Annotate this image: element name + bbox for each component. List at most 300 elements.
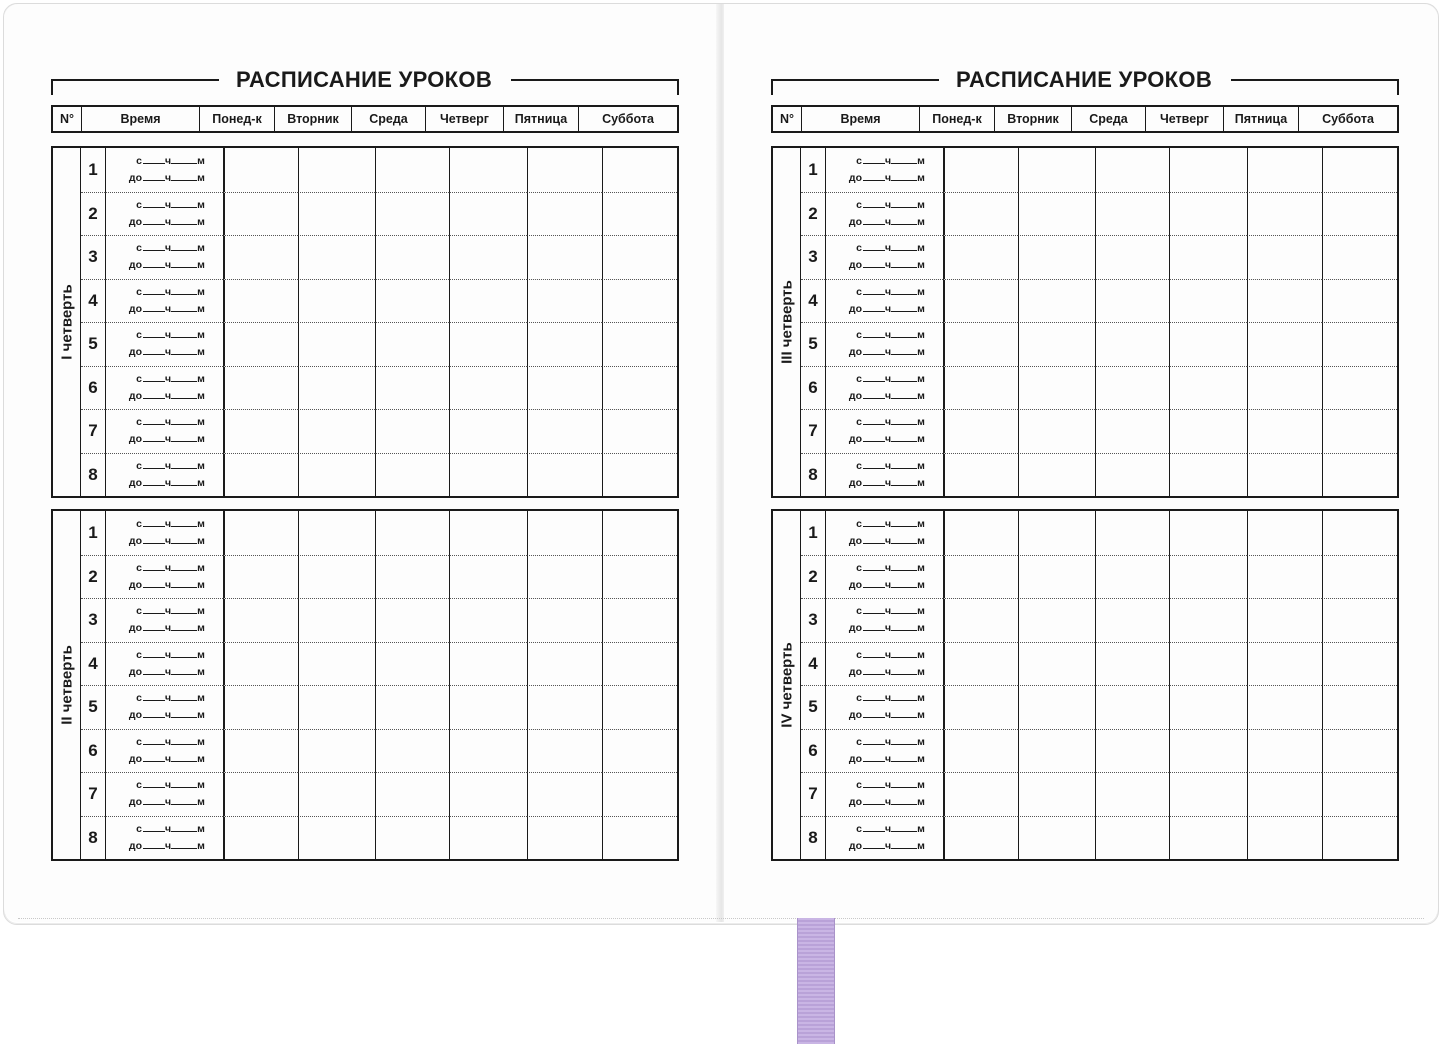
subject-cell-wednesday[interactable]: [1095, 642, 1169, 686]
subject-cell-monday[interactable]: [943, 366, 1018, 410]
subject-cell-saturday[interactable]: [602, 409, 677, 453]
subject-cell-thursday[interactable]: [449, 322, 527, 366]
hour-blank[interactable]: [143, 839, 165, 849]
subject-cell-monday[interactable]: [943, 235, 1018, 279]
subject-cell-thursday[interactable]: [449, 409, 527, 453]
subject-cell-thursday[interactable]: [449, 598, 527, 642]
subject-cell-thursday[interactable]: [449, 453, 527, 497]
subject-cell-wednesday[interactable]: [375, 729, 449, 773]
hour-blank[interactable]: [863, 215, 885, 225]
subject-cell-tuesday[interactable]: [298, 816, 375, 860]
subject-cell-saturday[interactable]: [602, 279, 677, 323]
minute-blank[interactable]: [891, 839, 917, 849]
subject-cell-saturday[interactable]: [1322, 816, 1397, 860]
hour-blank[interactable]: [863, 735, 885, 745]
minute-blank[interactable]: [171, 459, 197, 469]
lesson-time-cell[interactable]: [105, 555, 223, 599]
subject-cell-monday[interactable]: [943, 816, 1018, 860]
subject-cell-thursday[interactable]: [449, 148, 527, 192]
subject-cell-saturday[interactable]: [602, 235, 677, 279]
lesson-time-cell[interactable]: [825, 235, 943, 279]
subject-cell-friday[interactable]: [527, 511, 602, 555]
subject-cell-friday[interactable]: [527, 192, 602, 236]
minute-blank[interactable]: [891, 285, 917, 295]
hour-blank[interactable]: [863, 534, 885, 544]
subject-cell-wednesday[interactable]: [375, 598, 449, 642]
subject-cell-friday[interactable]: [1247, 279, 1322, 323]
subject-cell-friday[interactable]: [1247, 235, 1322, 279]
minute-blank[interactable]: [171, 372, 197, 382]
minute-blank[interactable]: [891, 604, 917, 614]
minute-blank[interactable]: [171, 415, 197, 425]
minute-blank[interactable]: [171, 285, 197, 295]
subject-cell-saturday[interactable]: [1322, 192, 1397, 236]
subject-cell-wednesday[interactable]: [1095, 453, 1169, 497]
minute-blank[interactable]: [171, 735, 197, 745]
subject-cell-monday[interactable]: [943, 279, 1018, 323]
subject-cell-monday[interactable]: [223, 366, 298, 410]
subject-cell-monday[interactable]: [223, 598, 298, 642]
hour-blank[interactable]: [143, 648, 165, 658]
subject-cell-thursday[interactable]: [1169, 453, 1247, 497]
subject-cell-saturday[interactable]: [1322, 279, 1397, 323]
minute-blank[interactable]: [891, 241, 917, 251]
subject-cell-wednesday[interactable]: [375, 279, 449, 323]
lesson-time-cell[interactable]: [105, 192, 223, 236]
subject-cell-thursday[interactable]: [1169, 555, 1247, 599]
subject-cell-friday[interactable]: [527, 598, 602, 642]
subject-cell-saturday[interactable]: [602, 192, 677, 236]
hour-blank[interactable]: [143, 578, 165, 588]
hour-blank[interactable]: [143, 258, 165, 268]
minute-blank[interactable]: [171, 345, 197, 355]
lesson-time-cell[interactable]: [105, 279, 223, 323]
hour-blank[interactable]: [863, 198, 885, 208]
lesson-time-cell[interactable]: [825, 453, 943, 497]
minute-blank[interactable]: [891, 517, 917, 527]
subject-cell-friday[interactable]: [1247, 816, 1322, 860]
minute-blank[interactable]: [891, 215, 917, 225]
subject-cell-friday[interactable]: [1247, 366, 1322, 410]
subject-cell-saturday[interactable]: [1322, 409, 1397, 453]
subject-cell-tuesday[interactable]: [1018, 366, 1095, 410]
lesson-time-cell[interactable]: [825, 409, 943, 453]
lesson-time-cell[interactable]: [825, 642, 943, 686]
hour-blank[interactable]: [143, 735, 165, 745]
subject-cell-thursday[interactable]: [449, 511, 527, 555]
hour-blank[interactable]: [863, 372, 885, 382]
minute-blank[interactable]: [891, 691, 917, 701]
subject-cell-saturday[interactable]: [602, 555, 677, 599]
subject-cell-wednesday[interactable]: [375, 816, 449, 860]
minute-blank[interactable]: [171, 534, 197, 544]
minute-blank[interactable]: [891, 534, 917, 544]
minute-blank[interactable]: [171, 517, 197, 527]
minute-blank[interactable]: [171, 561, 197, 571]
minute-blank[interactable]: [171, 795, 197, 805]
minute-blank[interactable]: [891, 578, 917, 588]
minute-blank[interactable]: [891, 198, 917, 208]
subject-cell-monday[interactable]: [223, 772, 298, 816]
subject-cell-saturday[interactable]: [602, 322, 677, 366]
hour-blank[interactable]: [143, 415, 165, 425]
subject-cell-saturday[interactable]: [1322, 235, 1397, 279]
hour-blank[interactable]: [863, 389, 885, 399]
subject-cell-friday[interactable]: [1247, 685, 1322, 729]
minute-blank[interactable]: [891, 171, 917, 181]
minute-blank[interactable]: [171, 476, 197, 486]
subject-cell-wednesday[interactable]: [375, 322, 449, 366]
subject-cell-saturday[interactable]: [1322, 148, 1397, 192]
minute-blank[interactable]: [171, 691, 197, 701]
subject-cell-saturday[interactable]: [1322, 772, 1397, 816]
subject-cell-saturday[interactable]: [1322, 511, 1397, 555]
subject-cell-saturday[interactable]: [1322, 322, 1397, 366]
subject-cell-tuesday[interactable]: [298, 279, 375, 323]
subject-cell-thursday[interactable]: [1169, 816, 1247, 860]
subject-cell-wednesday[interactable]: [375, 148, 449, 192]
subject-cell-wednesday[interactable]: [375, 685, 449, 729]
subject-cell-wednesday[interactable]: [1095, 729, 1169, 773]
subject-cell-tuesday[interactable]: [298, 685, 375, 729]
subject-cell-friday[interactable]: [527, 642, 602, 686]
hour-blank[interactable]: [863, 778, 885, 788]
subject-cell-wednesday[interactable]: [1095, 685, 1169, 729]
subject-cell-wednesday[interactable]: [1095, 279, 1169, 323]
hour-blank[interactable]: [863, 665, 885, 675]
subject-cell-wednesday[interactable]: [1095, 409, 1169, 453]
hour-blank[interactable]: [143, 517, 165, 527]
subject-cell-monday[interactable]: [223, 235, 298, 279]
subject-cell-saturday[interactable]: [1322, 366, 1397, 410]
subject-cell-saturday[interactable]: [602, 772, 677, 816]
subject-cell-thursday[interactable]: [1169, 235, 1247, 279]
subject-cell-thursday[interactable]: [1169, 598, 1247, 642]
hour-blank[interactable]: [143, 198, 165, 208]
hour-blank[interactable]: [863, 561, 885, 571]
subject-cell-monday[interactable]: [223, 322, 298, 366]
hour-blank[interactable]: [863, 171, 885, 181]
subject-cell-tuesday[interactable]: [298, 511, 375, 555]
subject-cell-friday[interactable]: [1247, 148, 1322, 192]
subject-cell-saturday[interactable]: [1322, 729, 1397, 773]
subject-cell-monday[interactable]: [943, 322, 1018, 366]
lesson-time-cell[interactable]: [825, 729, 943, 773]
minute-blank[interactable]: [891, 752, 917, 762]
hour-blank[interactable]: [863, 752, 885, 762]
subject-cell-monday[interactable]: [223, 642, 298, 686]
subject-cell-thursday[interactable]: [1169, 642, 1247, 686]
subject-cell-thursday[interactable]: [1169, 192, 1247, 236]
subject-cell-friday[interactable]: [1247, 598, 1322, 642]
minute-blank[interactable]: [891, 822, 917, 832]
subject-cell-wednesday[interactable]: [375, 555, 449, 599]
subject-cell-friday[interactable]: [527, 685, 602, 729]
subject-cell-thursday[interactable]: [1169, 148, 1247, 192]
subject-cell-thursday[interactable]: [449, 555, 527, 599]
subject-cell-wednesday[interactable]: [1095, 192, 1169, 236]
subject-cell-thursday[interactable]: [449, 235, 527, 279]
subject-cell-friday[interactable]: [1247, 772, 1322, 816]
hour-blank[interactable]: [863, 241, 885, 251]
minute-blank[interactable]: [171, 215, 197, 225]
subject-cell-thursday[interactable]: [449, 685, 527, 729]
minute-blank[interactable]: [171, 389, 197, 399]
subject-cell-friday[interactable]: [527, 409, 602, 453]
subject-cell-tuesday[interactable]: [298, 772, 375, 816]
subject-cell-tuesday[interactable]: [298, 235, 375, 279]
lesson-time-cell[interactable]: [105, 148, 223, 192]
subject-cell-tuesday[interactable]: [1018, 235, 1095, 279]
subject-cell-monday[interactable]: [943, 555, 1018, 599]
lesson-time-cell[interactable]: [825, 598, 943, 642]
subject-cell-friday[interactable]: [1247, 511, 1322, 555]
hour-blank[interactable]: [143, 534, 165, 544]
minute-blank[interactable]: [171, 708, 197, 718]
minute-blank[interactable]: [171, 302, 197, 312]
minute-blank[interactable]: [171, 171, 197, 181]
hour-blank[interactable]: [863, 415, 885, 425]
subject-cell-tuesday[interactable]: [298, 148, 375, 192]
minute-blank[interactable]: [171, 665, 197, 675]
minute-blank[interactable]: [891, 389, 917, 399]
subject-cell-wednesday[interactable]: [1095, 148, 1169, 192]
subject-cell-wednesday[interactable]: [1095, 366, 1169, 410]
subject-cell-thursday[interactable]: [449, 366, 527, 410]
subject-cell-saturday[interactable]: [1322, 555, 1397, 599]
subject-cell-friday[interactable]: [1247, 192, 1322, 236]
lesson-time-cell[interactable]: [825, 192, 943, 236]
minute-blank[interactable]: [891, 154, 917, 164]
subject-cell-monday[interactable]: [223, 816, 298, 860]
subject-cell-wednesday[interactable]: [375, 235, 449, 279]
subject-cell-monday[interactable]: [223, 685, 298, 729]
subject-cell-monday[interactable]: [223, 409, 298, 453]
subject-cell-wednesday[interactable]: [375, 772, 449, 816]
minute-blank[interactable]: [171, 328, 197, 338]
hour-blank[interactable]: [143, 171, 165, 181]
lesson-time-cell[interactable]: [825, 366, 943, 410]
subject-cell-wednesday[interactable]: [375, 366, 449, 410]
subject-cell-monday[interactable]: [943, 511, 1018, 555]
lesson-time-cell[interactable]: [825, 685, 943, 729]
subject-cell-monday[interactable]: [223, 453, 298, 497]
subject-cell-thursday[interactable]: [1169, 409, 1247, 453]
hour-blank[interactable]: [143, 795, 165, 805]
subject-cell-friday[interactable]: [527, 555, 602, 599]
subject-cell-thursday[interactable]: [1169, 685, 1247, 729]
subject-cell-saturday[interactable]: [602, 148, 677, 192]
hour-blank[interactable]: [863, 328, 885, 338]
subject-cell-saturday[interactable]: [1322, 642, 1397, 686]
hour-blank[interactable]: [863, 154, 885, 164]
hour-blank[interactable]: [143, 372, 165, 382]
hour-blank[interactable]: [863, 839, 885, 849]
lesson-time-cell[interactable]: [825, 555, 943, 599]
hour-blank[interactable]: [143, 459, 165, 469]
hour-blank[interactable]: [143, 285, 165, 295]
hour-blank[interactable]: [143, 302, 165, 312]
subject-cell-monday[interactable]: [943, 192, 1018, 236]
minute-blank[interactable]: [171, 432, 197, 442]
hour-blank[interactable]: [863, 432, 885, 442]
hour-blank[interactable]: [863, 459, 885, 469]
subject-cell-friday[interactable]: [527, 453, 602, 497]
lesson-time-cell[interactable]: [825, 148, 943, 192]
subject-cell-tuesday[interactable]: [298, 453, 375, 497]
subject-cell-friday[interactable]: [527, 235, 602, 279]
hour-blank[interactable]: [863, 578, 885, 588]
subject-cell-saturday[interactable]: [602, 685, 677, 729]
subject-cell-monday[interactable]: [943, 685, 1018, 729]
subject-cell-wednesday[interactable]: [375, 192, 449, 236]
subject-cell-tuesday[interactable]: [298, 322, 375, 366]
subject-cell-saturday[interactable]: [602, 453, 677, 497]
minute-blank[interactable]: [891, 459, 917, 469]
lesson-time-cell[interactable]: [105, 772, 223, 816]
subject-cell-thursday[interactable]: [1169, 729, 1247, 773]
lesson-time-cell[interactable]: [105, 816, 223, 860]
hour-blank[interactable]: [143, 432, 165, 442]
minute-blank[interactable]: [171, 752, 197, 762]
subject-cell-tuesday[interactable]: [1018, 729, 1095, 773]
minute-blank[interactable]: [171, 822, 197, 832]
subject-cell-tuesday[interactable]: [298, 192, 375, 236]
subject-cell-tuesday[interactable]: [1018, 511, 1095, 555]
hour-blank[interactable]: [143, 621, 165, 631]
subject-cell-saturday[interactable]: [602, 816, 677, 860]
minute-blank[interactable]: [891, 476, 917, 486]
minute-blank[interactable]: [891, 561, 917, 571]
subject-cell-tuesday[interactable]: [1018, 555, 1095, 599]
subject-cell-monday[interactable]: [223, 555, 298, 599]
subject-cell-tuesday[interactable]: [298, 366, 375, 410]
subject-cell-wednesday[interactable]: [1095, 511, 1169, 555]
minute-blank[interactable]: [891, 708, 917, 718]
subject-cell-friday[interactable]: [1247, 453, 1322, 497]
subject-cell-tuesday[interactable]: [298, 555, 375, 599]
lesson-time-cell[interactable]: [105, 366, 223, 410]
lesson-time-cell[interactable]: [105, 642, 223, 686]
subject-cell-wednesday[interactable]: [1095, 235, 1169, 279]
minute-blank[interactable]: [891, 621, 917, 631]
subject-cell-friday[interactable]: [527, 729, 602, 773]
subject-cell-monday[interactable]: [223, 729, 298, 773]
subject-cell-friday[interactable]: [1247, 409, 1322, 453]
minute-blank[interactable]: [891, 415, 917, 425]
subject-cell-thursday[interactable]: [1169, 772, 1247, 816]
subject-cell-monday[interactable]: [943, 772, 1018, 816]
subject-cell-thursday[interactable]: [449, 642, 527, 686]
hour-blank[interactable]: [143, 215, 165, 225]
subject-cell-saturday[interactable]: [602, 642, 677, 686]
lesson-time-cell[interactable]: [105, 729, 223, 773]
subject-cell-friday[interactable]: [1247, 729, 1322, 773]
subject-cell-wednesday[interactable]: [1095, 322, 1169, 366]
hour-blank[interactable]: [143, 241, 165, 251]
subject-cell-tuesday[interactable]: [1018, 192, 1095, 236]
subject-cell-saturday[interactable]: [1322, 598, 1397, 642]
minute-blank[interactable]: [891, 795, 917, 805]
minute-blank[interactable]: [891, 328, 917, 338]
subject-cell-monday[interactable]: [943, 453, 1018, 497]
subject-cell-wednesday[interactable]: [1095, 598, 1169, 642]
subject-cell-friday[interactable]: [527, 816, 602, 860]
lesson-time-cell[interactable]: [825, 816, 943, 860]
minute-blank[interactable]: [171, 258, 197, 268]
subject-cell-friday[interactable]: [1247, 642, 1322, 686]
subject-cell-monday[interactable]: [943, 642, 1018, 686]
subject-cell-monday[interactable]: [943, 409, 1018, 453]
subject-cell-tuesday[interactable]: [1018, 279, 1095, 323]
subject-cell-wednesday[interactable]: [375, 511, 449, 555]
subject-cell-wednesday[interactable]: [1095, 816, 1169, 860]
subject-cell-tuesday[interactable]: [298, 409, 375, 453]
minute-blank[interactable]: [171, 578, 197, 588]
subject-cell-monday[interactable]: [223, 148, 298, 192]
minute-blank[interactable]: [171, 198, 197, 208]
minute-blank[interactable]: [891, 372, 917, 382]
minute-blank[interactable]: [891, 735, 917, 745]
hour-blank[interactable]: [143, 345, 165, 355]
subject-cell-thursday[interactable]: [1169, 279, 1247, 323]
hour-blank[interactable]: [143, 778, 165, 788]
lesson-time-cell[interactable]: [105, 598, 223, 642]
minute-blank[interactable]: [171, 604, 197, 614]
subject-cell-saturday[interactable]: [602, 729, 677, 773]
subject-cell-saturday[interactable]: [602, 598, 677, 642]
hour-blank[interactable]: [143, 389, 165, 399]
lesson-time-cell[interactable]: [105, 235, 223, 279]
subject-cell-tuesday[interactable]: [298, 642, 375, 686]
subject-cell-friday[interactable]: [527, 366, 602, 410]
lesson-time-cell[interactable]: [825, 511, 943, 555]
subject-cell-tuesday[interactable]: [298, 598, 375, 642]
subject-cell-wednesday[interactable]: [375, 453, 449, 497]
lesson-time-cell[interactable]: [825, 322, 943, 366]
minute-blank[interactable]: [171, 778, 197, 788]
subject-cell-friday[interactable]: [527, 148, 602, 192]
minute-blank[interactable]: [891, 648, 917, 658]
subject-cell-thursday[interactable]: [449, 772, 527, 816]
minute-blank[interactable]: [891, 432, 917, 442]
subject-cell-tuesday[interactable]: [298, 729, 375, 773]
subject-cell-monday[interactable]: [223, 279, 298, 323]
hour-blank[interactable]: [143, 665, 165, 675]
minute-blank[interactable]: [171, 241, 197, 251]
hour-blank[interactable]: [143, 822, 165, 832]
subject-cell-monday[interactable]: [943, 148, 1018, 192]
subject-cell-tuesday[interactable]: [1018, 409, 1095, 453]
minute-blank[interactable]: [171, 648, 197, 658]
hour-blank[interactable]: [863, 708, 885, 718]
subject-cell-friday[interactable]: [1247, 555, 1322, 599]
hour-blank[interactable]: [863, 476, 885, 486]
subject-cell-tuesday[interactable]: [1018, 642, 1095, 686]
subject-cell-monday[interactable]: [943, 729, 1018, 773]
subject-cell-thursday[interactable]: [449, 279, 527, 323]
hour-blank[interactable]: [143, 328, 165, 338]
lesson-time-cell[interactable]: [105, 453, 223, 497]
subject-cell-saturday[interactable]: [602, 366, 677, 410]
subject-cell-friday[interactable]: [527, 279, 602, 323]
subject-cell-tuesday[interactable]: [1018, 816, 1095, 860]
hour-blank[interactable]: [863, 258, 885, 268]
subject-cell-tuesday[interactable]: [1018, 598, 1095, 642]
subject-cell-friday[interactable]: [1247, 322, 1322, 366]
subject-cell-thursday[interactable]: [1169, 322, 1247, 366]
minute-blank[interactable]: [171, 839, 197, 849]
